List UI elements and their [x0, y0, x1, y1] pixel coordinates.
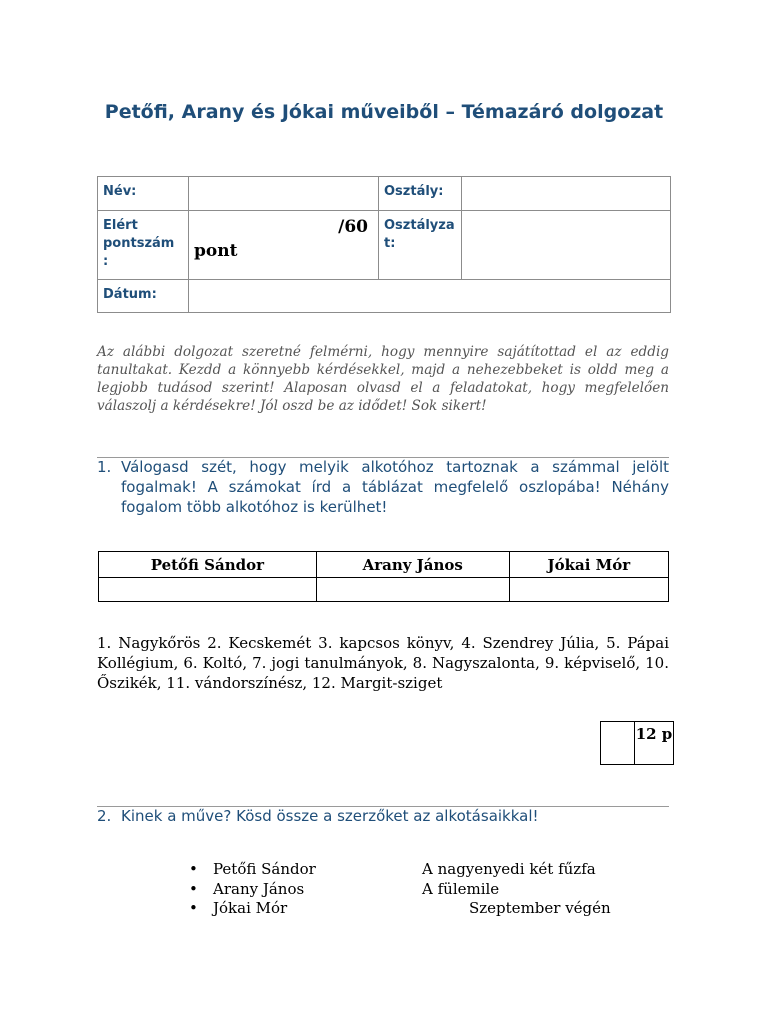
bullet-icon: • [189, 860, 198, 878]
matching-row [189, 880, 649, 900]
author-sort-table [98, 551, 669, 602]
score-field[interactable] [188, 210, 379, 280]
page-title: Petőfi, Arany és Jókai műveiből – Témazáró dolgozat [104, 101, 664, 123]
bullet-icon: • [189, 879, 198, 898]
name-field[interactable] [188, 176, 379, 211]
task1-score-cell[interactable] [600, 721, 635, 765]
student-info-table [97, 176, 671, 313]
task1-text: Válogasd szét, hogy melyik alkotóhoz tartoznak a számmal jelölt fogalmak! A számokat írd a táblázat megfelelő oszlopába! Néhány fogalom több alkotóhoz is kerülhet! [121, 458, 669, 516]
score-label: Elért pontszám : [97, 210, 189, 280]
task1-points-value: 12 p [634, 721, 674, 765]
grade-field[interactable] [461, 210, 671, 280]
answer-cell-arany[interactable] [316, 578, 509, 602]
matching-row [189, 899, 649, 919]
date-label: Dátum: [97, 279, 189, 313]
grade-label: Osztályzat: [378, 210, 462, 280]
instructions-text: Az alábbi dolgozat szeretné felmérni, hogy mennyire sajátítottad el az eddig tanultakat. Kezdd a könnyebb kérdésekkel, majd a nehezebbeket is oldd meg a legjobb tudásod szerint! Alaposan olvasd el a feladatokat, hogy megfelelően válaszolj a kérdésekre! Jól oszd be az idődet! Sok sikert! [97, 344, 669, 414]
task2-question [97, 806, 539, 826]
class-label: Osztály: [378, 176, 462, 211]
work-title[interactable]: A nagyenyedi két fűzfa [422, 860, 596, 878]
task1-question [97, 457, 669, 517]
answer-cell-jokai[interactable] [509, 578, 668, 602]
task1-points-box [600, 721, 674, 765]
task2-number: 2. [97, 807, 112, 825]
work-title[interactable]: A fülemile [422, 879, 500, 898]
date-field[interactable] [188, 279, 671, 313]
task2-text: Kinek a műve? Kösd össze a szerzőket az alkotásaikkal! [121, 807, 539, 825]
column-header-jokai: Jókai Mór [509, 552, 668, 578]
task1-number: 1. [97, 458, 112, 476]
answer-cell-petofi[interactable] [99, 578, 317, 602]
name-label: Név: [97, 176, 189, 211]
column-header-arany: Arany János [316, 552, 509, 578]
matching-row [189, 860, 649, 880]
score-max: /60 [338, 217, 368, 237]
author-name[interactable]: Arany János [213, 879, 305, 898]
author-name[interactable]: Petőfi Sándor [213, 860, 316, 878]
work-title[interactable]: Szeptember végén [469, 899, 611, 917]
class-field[interactable] [461, 176, 671, 211]
score-unit: pont [194, 241, 238, 261]
bullet-icon: • [189, 899, 198, 917]
column-header-petofi: Petőfi Sándor [99, 552, 317, 578]
author-name[interactable]: Jókai Mór [213, 899, 288, 917]
numbered-terms-list: 1. Nagykőrös 2. Kecskemét 3. kapcsos könyv, 4. Szendrey Júlia, 5. Pápai Kollégium, 6. Koltó, 7. jogi tanulmányok, 8. Nagyszalonta, 9. képviselő, 10. Őszikék, 11. vándorszínész, 12. Margit-sziget [97, 634, 669, 692]
matching-list [189, 860, 649, 919]
